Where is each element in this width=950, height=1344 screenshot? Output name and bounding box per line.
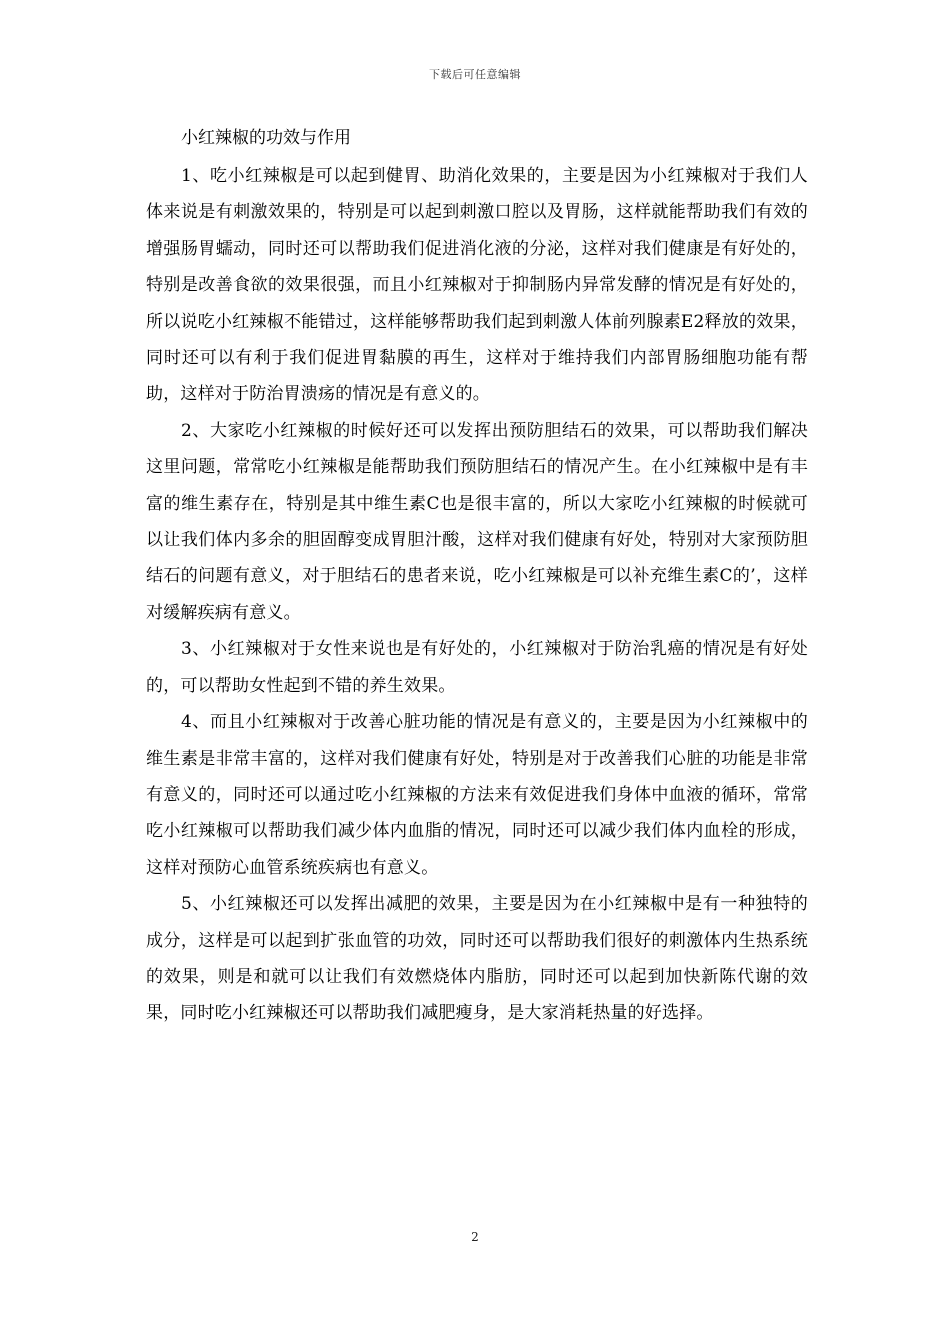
document-body bbox=[146, 122, 808, 1032]
page-header: 下载后可任意编辑 bbox=[429, 68, 521, 81]
paragraph-2: 2、大家吃小红辣椒的时候好还可以发挥出预防胆结石的效果，可以帮助我们解决这里问题，常常吃小红辣椒是能帮助我们预防胆结石的情况产生。在小红辣椒中是有丰富的维生素存在，特别是其中维生素C也是很丰富的，所以大家吃小红辣椒的时候就可以让我们体内多余的胆固醇变成胃胆汁酸，这样对我们健康有好处，特别对大家预防胆结石的问题有意义，对于胆结石的患者来说，吃小红辣椒是可以补充维生素C的’，这样对缓解疾病有意义。 bbox=[146, 420, 808, 623]
document-title: 小红辣椒的功效与作用 bbox=[181, 128, 351, 148]
paragraph-3: 3、小红辣椒对于女性来说也是有好处的，小红辣椒对于防治乳癌的情况是有好处的，可以帮助女性起到不错的养生效果。 bbox=[146, 639, 808, 696]
paragraph-5: 5、小红辣椒还可以发挥出减肥的效果，主要是因为在小红辣椒中是有一种独特的成分，这样是可以起到扩张血管的功效，同时还可以帮助我们很好的刺激体内生热系统的效果，则是和就可以让我们有效燃烧体内脂肪，同时还可以起到加快新陈代谢的效果，同时吃小红辣椒还可以帮助我们减肥瘦身，是大家消耗热量的好选择。 bbox=[146, 894, 808, 1024]
paragraph-4: 4、而且小红辣椒对于改善心脏功能的情况是有意义的，主要是因为小红辣椒中的维生素是非常丰富的，这样对我们健康有好处，特别是对于改善我们心脏的功能是非常有意义的，同时还可以通过吃小红辣椒的方法来有效促进我们身体中血液的循环，常常吃小红辣椒可以帮助我们减少体内血脂的情况，同时还可以减少我们体内血栓的形成，这样对预防心血管系统疾病也有意义。 bbox=[146, 712, 808, 878]
page-number: 2 bbox=[471, 1230, 479, 1244]
paragraph-1: 1、吃小红辣椒是可以起到健胃、助消化效果的，主要是因为小红辣椒对于我们人体来说是有刺激效果的，特别是可以起到刺激口腔以及胃肠，这样就能帮助我们有效的增强肠胃蠕动，同时还可以帮助我们促进消化液的分泌，这样对我们健康是有好处的，特别是改善食欲的效果很强，而且小红辣椒对于抑制肠内异常发酵的情况是有好处的，所以说吃小红辣椒不能错过，这样能够帮助我们起到刺激人体前列腺素E2释放的效果，同时还可以有利于我们促进胃黏膜的再生，这样对于维持我们内部胃肠细胞功能有帮助，这样对于防治胃溃疡的情况是有意义的。 bbox=[146, 166, 808, 405]
